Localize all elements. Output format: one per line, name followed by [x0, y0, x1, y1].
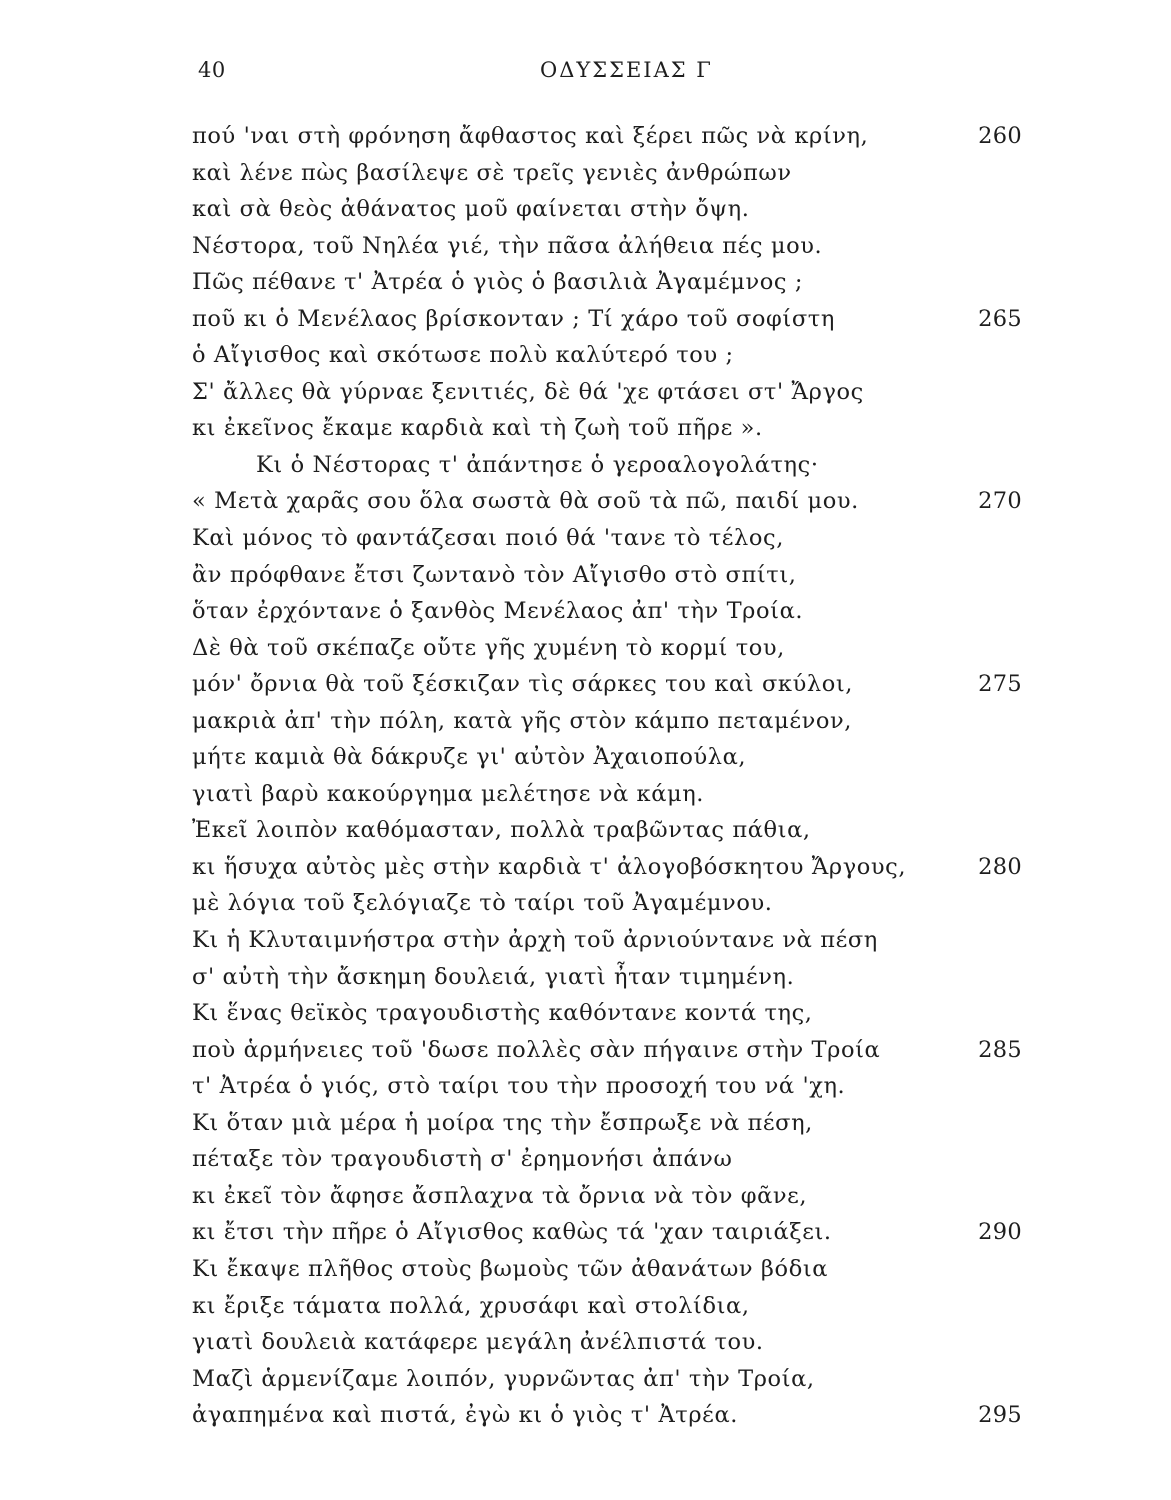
- verse-text: ὁ Αἴγισθος καὶ σκότωσε πολὺ καλύτερό του ;: [192, 342, 734, 369]
- verse-text: ποῦ κι ὁ Μενέλαος βρίσκονταν ; Τί χάρο τοῦ σοφίστη: [192, 305, 835, 332]
- verse-text: μήτε καμιὰ θὰ δάκρυζε γι' αὐτὸν Ἀχαιοπούλα,: [192, 744, 747, 771]
- verse-text: Πῶς πέθανε τ' Ἀτρέα ὁ γιὸς ὁ βασιλιὰ Ἀγαμέμνος ;: [192, 269, 804, 296]
- verse-line: [0, 995, 1171, 1032]
- verse-text: Νέστορα, τοῦ Νηλέα γιέ, τὴν πᾶσα ἀλήθεια πές μου.: [192, 232, 823, 259]
- verse-line: [0, 1288, 1171, 1325]
- verse-text: κι ἔριξε τάματα πολλά, χρυσάφι καὶ στολίδια,: [192, 1292, 750, 1319]
- verse-line: [0, 1251, 1171, 1288]
- verse-text: Κι ἕνας θεϊκὸς τραγουδιστὴς καθόντανε κοντά της,: [192, 1000, 813, 1027]
- verse-text: πέταξε τὸν τραγουδιστὴ σ' ἐρημονήσι ἀπάνω: [192, 1146, 733, 1173]
- verse-line: [0, 191, 1171, 228]
- verse-text: γιατὶ βαρὺ κακούργημα μελέτησε νὰ κάμη.: [192, 780, 705, 807]
- page-number: 40: [198, 58, 226, 82]
- page-header: [0, 58, 1171, 88]
- verse-text: κι ἔτσι τὴν πῆρε ὁ Αἴγισθος καθὼς τά 'χαν ταιριάξει.: [192, 1219, 832, 1246]
- verse-line: [0, 374, 1171, 411]
- verse-line: [0, 1178, 1171, 1215]
- verse-line: [0, 155, 1171, 192]
- verse-line: [0, 447, 1171, 484]
- verse-text: καὶ σὰ θεὸς ἀθάνατος μοῦ φαίνεται στὴν ὄψη.: [192, 196, 750, 223]
- verse-line: [0, 1141, 1171, 1178]
- verse-line: [0, 301, 1171, 338]
- verse-text: « Μετὰ χαρᾶς σου ὅλα σωστὰ θὰ σοῦ τὰ πῶ, παιδί μου.: [192, 488, 859, 515]
- verse-line: [0, 337, 1171, 374]
- verse-line: [0, 118, 1171, 155]
- verse-text: Ἐκεῖ λοιπὸν καθόμασταν, πολλὰ τραβῶντας πάθια,: [192, 817, 811, 844]
- verse-line: [0, 666, 1171, 703]
- verse-line: [0, 739, 1171, 776]
- line-number: 260: [978, 123, 1022, 149]
- verse-text: Σ' ἄλλες θὰ γύρναε ξενιτιές, δὲ θά 'χε φτάσει στ' Ἄργος: [192, 378, 864, 405]
- verse-text: τ' Ἀτρέα ὁ γιός, στὸ ταίρι του τὴν προσοχή του νά 'χη.: [192, 1073, 846, 1100]
- verse-text: κι ἐκεῖ τὸν ἄφησε ἄσπλαχνα τὰ ὄρνια νὰ τὸν φᾶνε,: [192, 1182, 808, 1209]
- verse-text: ἀγαπημένα καὶ πιστά, ἐγὼ κι ὁ γιὸς τ' Ἀτρέα.: [192, 1402, 738, 1429]
- verse-text: Κι ὁ Νέστορας τ' ἀπάντησε ὁ γεροαλογολάτης·: [256, 451, 819, 478]
- verse-line: [0, 959, 1171, 996]
- verse-text: γιατὶ δουλειὰ κατάφερε μεγάλη ἀνέλπιστά του.: [192, 1329, 764, 1356]
- verse-line: [0, 703, 1171, 740]
- verse-line: [0, 228, 1171, 265]
- verse-text: σ' αὐτὴ τὴν ἄσκημη δουλειά, γιατὶ ἦταν τιμημένη.: [192, 963, 795, 990]
- verse-line: [0, 410, 1171, 447]
- verse-text: μακριὰ ἀπ' τὴν πόλη, κατὰ γῆς στὸν κάμπο πεταμένον,: [192, 707, 853, 734]
- verse-text: ποὺ ἁρμήνειες τοῦ 'δωσε πολλὲς σὰν πήγαινε στὴν Τροία: [192, 1036, 881, 1063]
- verse-line: [0, 812, 1171, 849]
- verse-line: [0, 922, 1171, 959]
- verse-line: [0, 1324, 1171, 1361]
- verse-text: κι ἥσυχα αὐτὸς μὲς στὴν καρδιὰ τ' ἀλογοβόσκητου Ἄργους,: [192, 853, 907, 880]
- verse-line: [0, 1214, 1171, 1251]
- verse-text: ὅταν ἐρχόντανε ὁ ξανθὸς Μενέλαος ἀπ' τὴν Τροία.: [192, 598, 804, 625]
- verse-text: Κι ἡ Κλυταιμνήστρα στὴν ἀρχὴ τοῦ ἀρνιούντανε νὰ πέση: [192, 927, 878, 954]
- verse-line: [0, 776, 1171, 813]
- verse-line: [0, 1361, 1171, 1398]
- verse-line: [0, 1068, 1171, 1105]
- verse-line: [0, 557, 1171, 594]
- line-number: 280: [978, 853, 1022, 880]
- verse-line: [0, 593, 1171, 630]
- verse-line: [0, 520, 1171, 557]
- verse-text: Κι ἔκαψε πλῆθος στοὺς βωμοὺς τῶν ἀθανάτων βόδια: [192, 1255, 829, 1282]
- line-number: 290: [978, 1219, 1022, 1246]
- running-title: ΟΔΥΣΣΕΙΑΣ Γ: [540, 58, 713, 82]
- verse-text: πού 'ναι στὴ φρόνηση ἄφθαστος καὶ ξέρει πῶς νὰ κρίνη,: [192, 123, 869, 149]
- verse-line: [0, 885, 1171, 922]
- line-number: 270: [978, 488, 1022, 515]
- verse-text: ἂν πρόφθανε ἔτσι ζωντανὸ τὸν Αἴγισθο στὸ σπίτι,: [192, 561, 797, 588]
- verse-line: [0, 264, 1171, 301]
- line-number: 275: [978, 671, 1022, 698]
- verse-line: [0, 849, 1171, 886]
- verse-text: μὲ λόγια τοῦ ξελόγιαζε τὸ ταίρι τοῦ Ἀγαμέμνου.: [192, 890, 773, 917]
- verse-line: [0, 1032, 1171, 1069]
- line-number: 295: [978, 1402, 1022, 1429]
- verse-text: Καὶ μόνος τὸ φαντάζεσαι ποιό θά 'τανε τὸ τέλος,: [192, 525, 784, 552]
- verse-line: [0, 1397, 1171, 1434]
- verse-text: μόν' ὄρνια θὰ τοῦ ξέσκιζαν τὶς σάρκες του καὶ σκύλοι,: [192, 671, 854, 698]
- line-number: 285: [978, 1036, 1022, 1063]
- verse-text: Δὲ θὰ τοῦ σκέπαζε οὔτε γῆς χυμένη τὸ κορμί του,: [192, 634, 785, 661]
- verse-text: καὶ λένε πὼς βασίλεψε σὲ τρεῖς γενιὲς ἀνθρώπων: [192, 159, 792, 186]
- verse-text: κι ἐκεῖνος ἔκαμε καρδιὰ καὶ τὴ ζωὴ τοῦ πῆρε ».: [192, 415, 763, 442]
- verse-text: Μαζὶ ἁρμενίζαμε λοιπόν, γυρνῶντας ἀπ' τὴν Τροία,: [192, 1365, 815, 1392]
- verse-line: [0, 630, 1171, 667]
- verse-line: [0, 483, 1171, 520]
- verse-block: [0, 118, 1171, 1434]
- verse-line: [0, 1105, 1171, 1142]
- line-number: 265: [978, 305, 1022, 332]
- verse-text: Κι ὅταν μιὰ μέρα ἡ μοίρα της τὴν ἔσπρωξε νὰ πέση,: [192, 1109, 813, 1136]
